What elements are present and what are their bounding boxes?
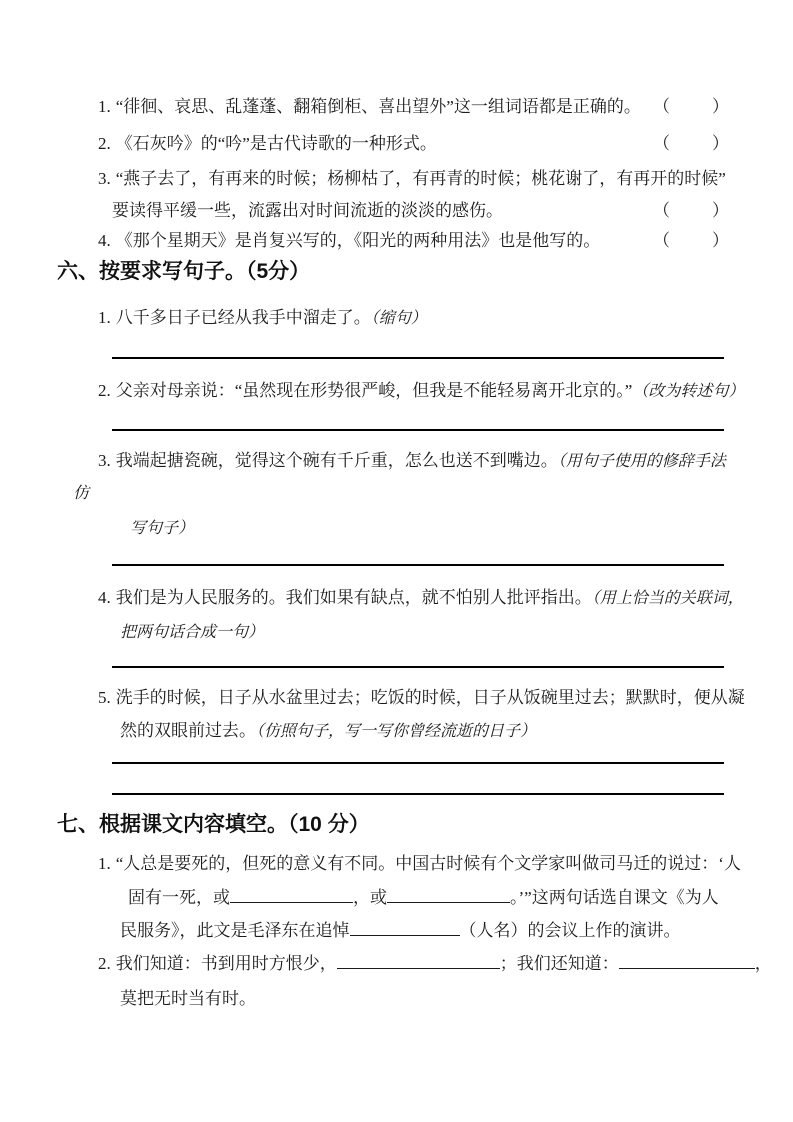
- section6-item-4: [98, 587, 744, 610]
- section7-title: [57, 808, 370, 838]
- section6-item-4-text: 我们是为人民服务的。我们如果有缺点，就不怕别人批评指出。: [115, 588, 592, 607]
- judge-item-2: [98, 133, 437, 155]
- section6-item-3-instruction-part2: [130, 518, 194, 540]
- line1-seg1: 我们知道：书到用时方恨少，: [115, 954, 337, 973]
- line3-seg1: 民服务》，此文是毛泽东在追悼: [120, 921, 350, 940]
- open-paren: （: [653, 201, 670, 220]
- section6-item-5-number: 5.: [98, 688, 111, 707]
- line2-seg1: 固有一死，或: [128, 888, 230, 907]
- section7-item-2-line2: [120, 988, 256, 1010]
- section6-title: [57, 255, 310, 285]
- section6-item-5: [98, 687, 745, 709]
- section6-item-4-number: 4.: [98, 588, 111, 607]
- section6-item-4-instruction-part1: （用上恰当的关联词，: [591, 590, 744, 607]
- section7-title-text: 七、根据课文内容填空。: [57, 813, 288, 836]
- judge-item-4-number: 4.: [98, 231, 111, 250]
- blank-field: [337, 954, 500, 969]
- judge-item-4-answer-brackets: [653, 230, 729, 252]
- close-paren: ）: [712, 231, 729, 250]
- judge-item-3-continuation: [112, 200, 503, 222]
- judge-item-1-text: “徘徊、哀思、乱蓬蓬、翻箱倒柜、喜出望外”这一组词语都是正确的。: [115, 97, 641, 116]
- section6-item-1-number: 1.: [98, 308, 111, 327]
- answer-line: [112, 762, 724, 764]
- blank-field: [619, 954, 755, 969]
- judge-item-3-text2: 要读得平缓一些，流露出对时间流逝的淡淡的感伤。: [112, 201, 503, 220]
- section7-item-2-number: 2.: [98, 954, 111, 973]
- section6-item-5-continuation: [120, 720, 536, 743]
- section7-points: （10 分）: [288, 813, 370, 836]
- line1-seg3: ，: [754, 954, 772, 973]
- answer-line: [112, 666, 724, 668]
- blank-field: [230, 888, 353, 903]
- judge-item-3: [98, 168, 726, 190]
- judge-item-2-answer-brackets: [653, 133, 729, 155]
- answer-line: [112, 357, 724, 359]
- section7-item-2-line2-text: 莫把无时当有时。: [120, 989, 256, 1008]
- judge-item-3-text: “燕子去了，有再来的时候；杨柳枯了，有再青的时候；桃花谢了，有再开的时候”: [115, 169, 726, 188]
- section6-title-text: 六、按要求写句子。: [57, 260, 246, 283]
- section6-item-3-instruction-part1: （用句子使用的修辞手法: [557, 453, 726, 470]
- section6-item-3: [98, 450, 726, 473]
- section7-item-1-line2: [128, 887, 719, 909]
- open-paren: （: [653, 134, 670, 153]
- instruction-text: 写句子）: [130, 520, 195, 537]
- hanging-char: 仿: [73, 485, 90, 502]
- line3-seg2: （人名）的会议上作的演讲。: [459, 921, 681, 940]
- open-paren: （: [653, 231, 670, 250]
- open-paren: （: [653, 97, 670, 116]
- section7-item-1-number: 1.: [98, 854, 111, 873]
- answer-line: [112, 429, 724, 431]
- section6-item-3-instruction-hang: [73, 483, 89, 505]
- judge-item-1-answer-brackets: [653, 96, 729, 118]
- section6-item-2-instruction: （改为转述句）: [632, 383, 745, 400]
- line1-seg2: ；我们还知道：: [499, 954, 619, 973]
- close-paren: ）: [712, 201, 729, 220]
- close-paren: ）: [712, 97, 729, 116]
- judge-item-2-text: 《石灰吟》的“吟”是古代诗歌的一种形式。: [115, 134, 437, 153]
- section6-item-3-number: 3.: [98, 451, 111, 470]
- section6-item-1-text: 八千多日子已经从我手中溜走了。: [115, 308, 371, 327]
- section7-item-1-line3: [120, 920, 681, 942]
- section6-item-3-text: 我端起搪瓷碗，觉得这个碗有千斤重，怎么也送不到嘴边。: [115, 451, 558, 470]
- blank-field: [387, 888, 510, 903]
- answer-line: [112, 564, 724, 566]
- judge-item-1: [98, 96, 641, 118]
- section6-item-1: [98, 307, 427, 330]
- answer-line: [112, 793, 724, 795]
- close-paren: ）: [712, 134, 729, 153]
- section6-item-4-instruction-part2: [120, 622, 264, 644]
- section7-item-1-line1: [98, 853, 741, 875]
- line2-seg2: ，或: [353, 888, 387, 907]
- section6-item-2: [98, 380, 744, 403]
- section6-item-2-number: 2.: [98, 381, 111, 400]
- judge-item-2-number: 2.: [98, 134, 111, 153]
- section6-item-5-instruction: （仿照句子，写一写你曾经流逝的日子）: [256, 723, 537, 740]
- line2-seg3: 。’”这两句话选自课文《为人: [510, 888, 719, 907]
- instruction-text: 把两句话合成一句）: [120, 624, 265, 641]
- section6-item-5-text-line2: 然的双眼前过去。: [120, 721, 256, 740]
- section7-item-2-line1: [98, 953, 772, 975]
- judge-item-4-text: 《那个星期天》是肖复兴写的，《阳光的两种用法》也是他写的。: [115, 231, 601, 250]
- section6-item-1-instruction: （缩句）: [370, 310, 427, 327]
- judge-item-3-number: 3.: [98, 169, 111, 188]
- judge-item-4: [98, 230, 600, 252]
- judge-item-3-answer-brackets: [653, 200, 729, 222]
- blank-field: [350, 921, 460, 936]
- judge-item-1-number: 1.: [98, 97, 111, 116]
- section6-item-2-text: 父亲对母亲说：“虽然现在形势很严峻，但我是不能轻易离开北京的。”: [115, 381, 633, 400]
- section7-item-1-line1-text: “人总是要死的，但死的意义有不同。中国古时候有个文学家叫做司马迁的说过：‘人: [115, 854, 741, 873]
- section6-item-5-text-line1: 洗手的时候，日子从水盆里过去；吃饭的时候，日子从饭碗里过去；默默时，便从凝: [115, 688, 745, 707]
- section6-points: （5分）: [246, 260, 311, 283]
